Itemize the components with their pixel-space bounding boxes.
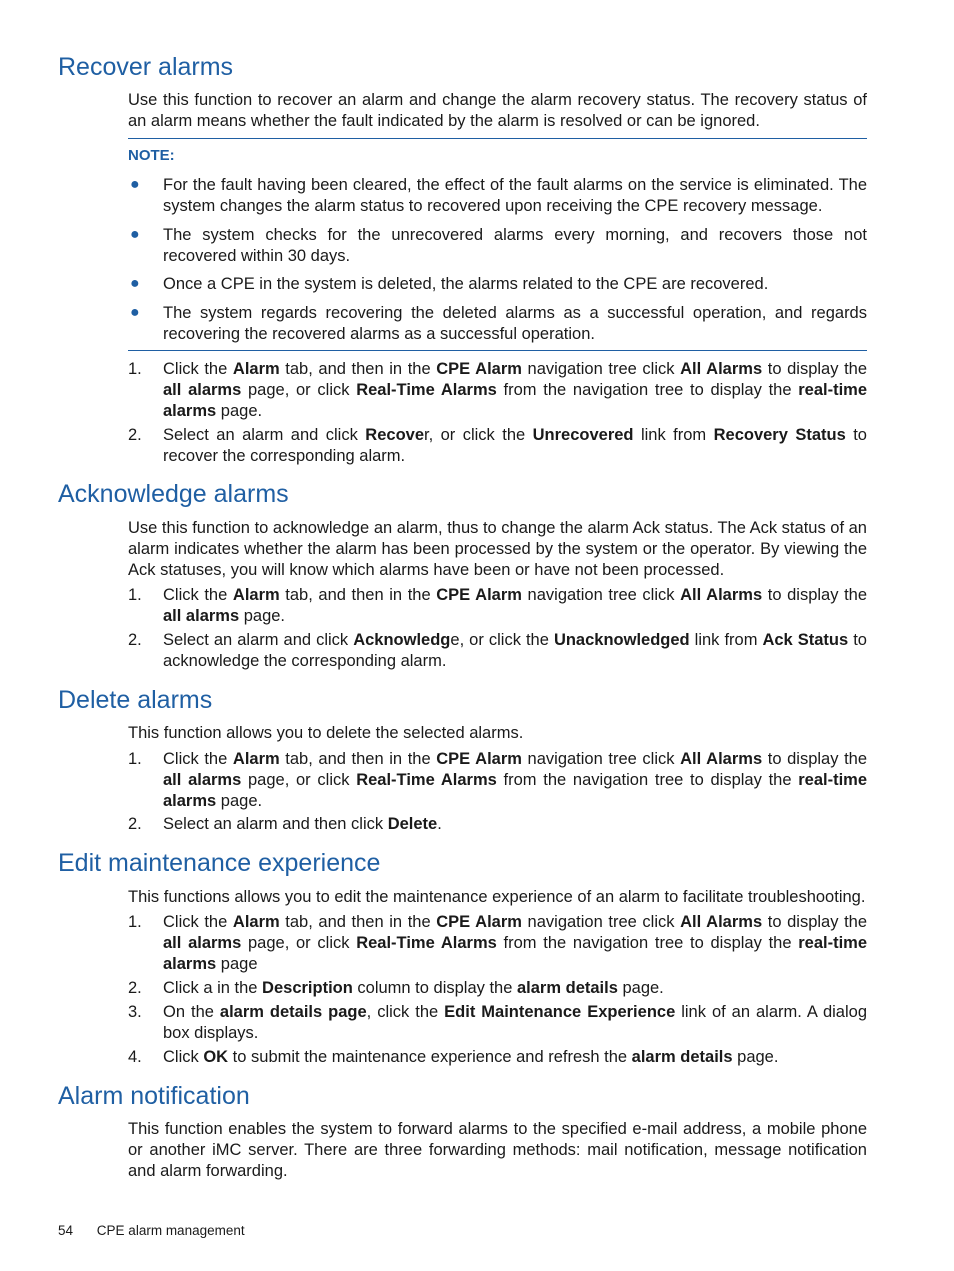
recover-step-1: 1. Click the Alarm tab, and then in the CPE Alarm navigation tree click All Alarms to display the all alarms page, or click Real-Time Alarms from the navigation tree to display the real-time alarms page. [128, 360, 868, 420]
note-label: NOTE: [128, 147, 175, 164]
edit-intro: This functions allows you to edit the maintenance experience of an alarm to facilitate troubleshooting. [128, 888, 866, 906]
bullet-icon: ● [130, 304, 140, 321]
page-number: 54 [58, 1223, 74, 1238]
delete-step-1: 1. Click the Alarm tab, and then in the CPE Alarm navigation tree click All Alarms to display the all alarms page, or click Real-Time Alarms from the navigation tree to display the real-time alarms page. [128, 750, 868, 810]
edit-step-1: 1. Click the Alarm tab, and then in the CPE Alarm navigation tree click All Alarms to display the all alarms page, or click Real-Time Alarms from the navigation tree to display the real-time alarms page [128, 913, 868, 973]
bullet-icon: ● [130, 226, 140, 243]
section-title-alarm-notification: Alarm notification [58, 1082, 250, 1110]
acknowledge-step-1: 1. Click the Alarm tab, and then in the CPE Alarm navigation tree click All Alarms to display the all alarms page. [128, 586, 868, 625]
section-title-delete-alarms: Delete alarms [58, 686, 213, 714]
note-item: ● The system checks for the unrecovered alarms every morning, and recovers those not recovered within 30 days. [130, 226, 867, 265]
edit-step-3: 3. On the alarm details page, click the Edit Maintenance Experience link of an alarm. A dialog box displays. [128, 1003, 867, 1042]
edit-step-4: 4. Click OK to submit the maintenance experience and refresh the alarm details page. [128, 1048, 779, 1066]
bullet-icon: ● [130, 275, 140, 292]
page-footer [58, 1223, 245, 1238]
delete-step-2: 2. Select an alarm and then click Delete. [128, 815, 442, 833]
acknowledge-step-2: 2. Select an alarm and click Acknowledge, or click the Unacknowledged link from Ack Status to acknowledge the corresponding alarm. [128, 631, 867, 670]
delete-intro: This function allows you to delete the selected alarms. [128, 724, 524, 742]
note-bottom-rule [128, 350, 867, 351]
note-item: ● For the fault having been cleared, the effect of the fault alarms on the service is eliminated. The system changes the alarm status to recovered upon receiving the CPE recovery message. [130, 176, 867, 215]
recover-intro: Use this function to recover an alarm and change the alarm recovery status. The recovery status of an alarm means whether the fault indicated by the alarm is resolved or can be ignored. [128, 91, 867, 130]
acknowledge-intro: Use this function to acknowledge an alarm, thus to change the alarm Ack status. The Ack status of an alarm indicates whether the alarm has been processed by the system or the operator. By viewing the Ack statuses, you will know which alarms have been or have not been processed. [128, 519, 867, 579]
footer-section-title: CPE alarm management [96, 1223, 245, 1238]
note-top-rule [128, 138, 867, 139]
note-item: ● Once a CPE in the system is deleted, the alarms related to the CPE are recovered. [130, 275, 769, 293]
section-title-recover-alarms: Recover alarms [58, 53, 234, 81]
section-title-acknowledge-alarms: Acknowledge alarms [58, 480, 289, 508]
bullet-icon: ● [130, 176, 140, 193]
notification-intro: This function enables the system to forward alarms to the specified e-mail address, a mobile phone or another iMC server. There are three forwarding methods: mail notification, message notification and alarm forwarding. [128, 1120, 867, 1180]
edit-step-2: 2. Click a in the Description column to display the alarm details page. [128, 979, 664, 997]
section-title-edit-maintenance-experience: Edit maintenance experience [58, 849, 381, 877]
note-item: ● The system regards recovering the deleted alarms as a successful operation, and regards recovering the recovered alarms as a successful operation. [130, 304, 867, 343]
recover-step-2: 2. Select an alarm and click Recover, or click the Unrecovered link from Recovery Status to recover the corresponding alarm. [128, 426, 867, 465]
